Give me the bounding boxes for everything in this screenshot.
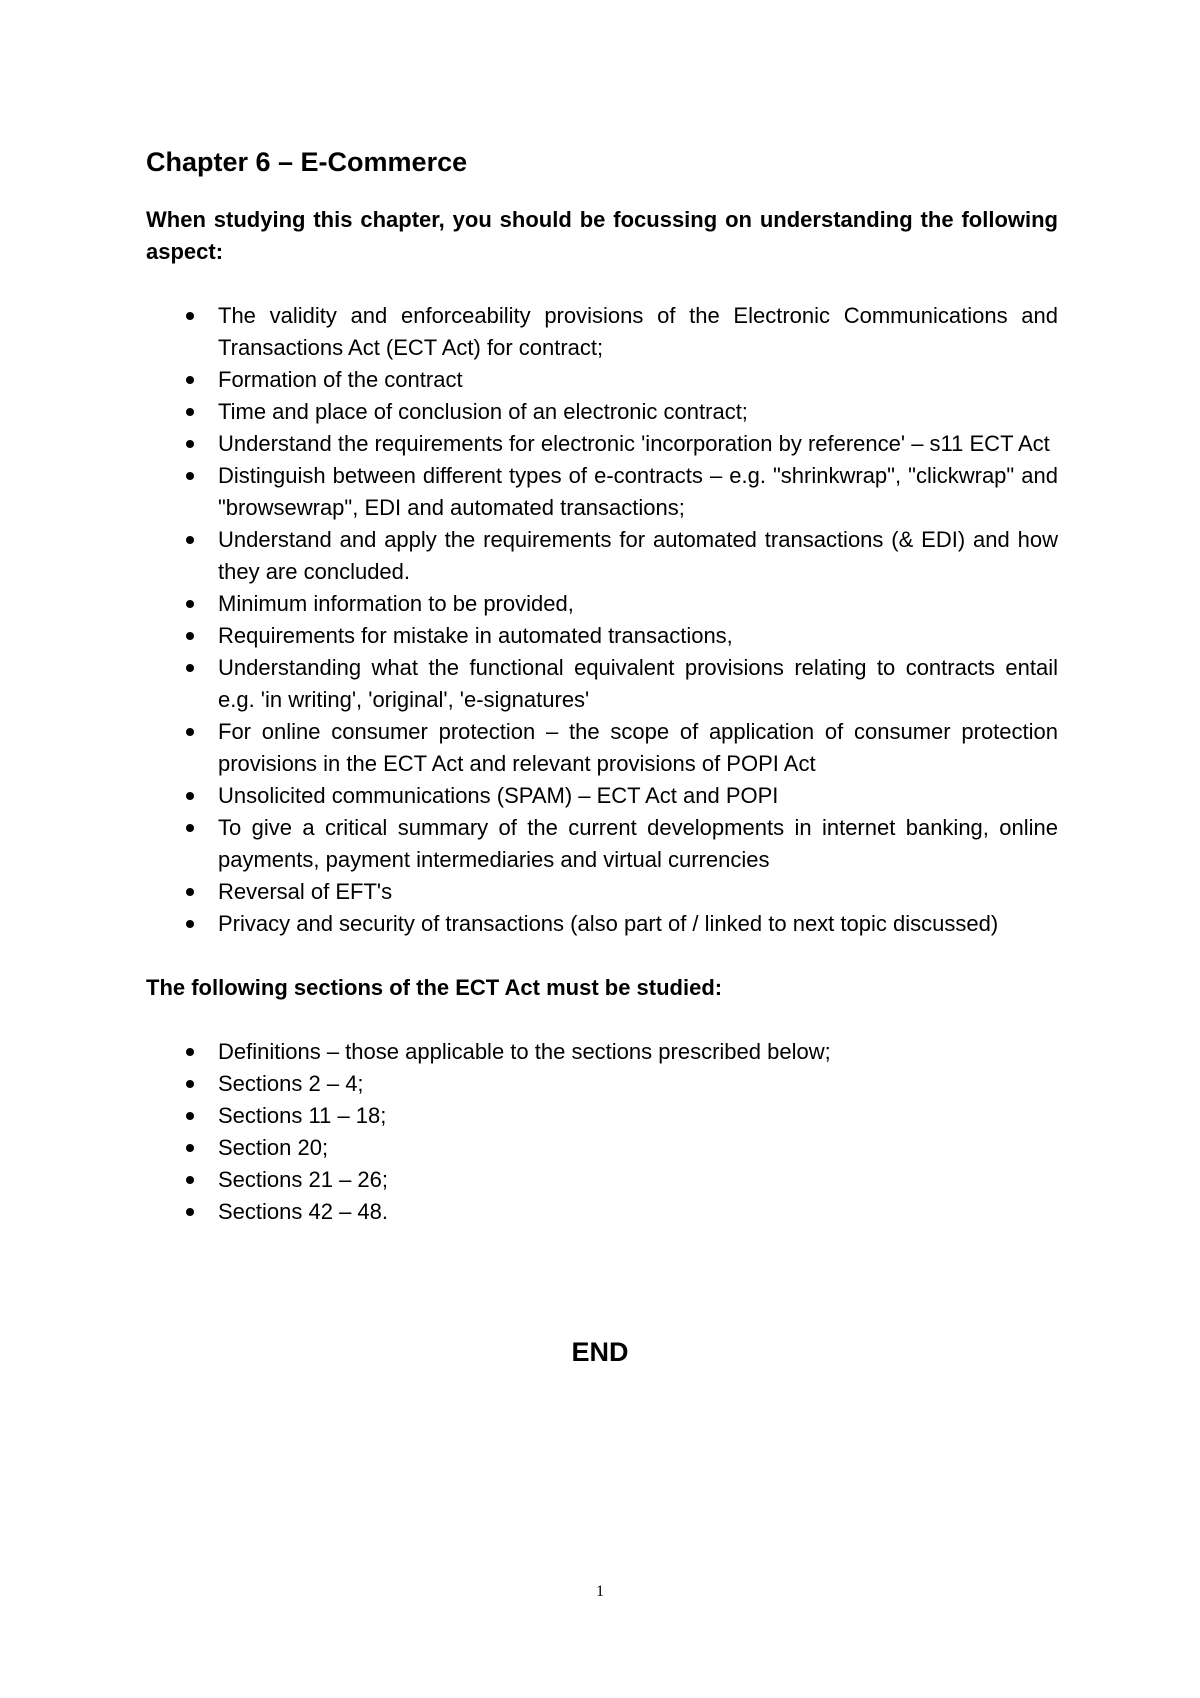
aspect-item bbox=[146, 652, 1058, 716]
bullet-icon bbox=[186, 888, 194, 896]
aspect-item bbox=[146, 908, 1058, 940]
aspect-item bbox=[146, 716, 1058, 780]
page-content bbox=[146, 146, 1058, 1228]
aspect-text: Understand and apply the requirements for automated transactions (& EDI) and how they are concluded. bbox=[218, 527, 1058, 584]
section-text: Definitions – those applicable to the sections prescribed below; bbox=[218, 1039, 831, 1064]
sections-list bbox=[146, 1036, 1058, 1228]
aspect-item bbox=[146, 428, 1058, 460]
bullet-icon bbox=[186, 632, 194, 640]
bullet-icon bbox=[186, 728, 194, 736]
aspect-text: Requirements for mistake in automated transactions, bbox=[218, 623, 733, 648]
sections-heading: The following sections of the ECT Act must be studied: bbox=[146, 975, 723, 1000]
section-item bbox=[146, 1068, 1058, 1100]
aspect-text: Understand the requirements for electronic 'incorporation by reference' – s11 ECT Act bbox=[218, 431, 1050, 456]
section-text: Sections 21 – 26; bbox=[218, 1167, 389, 1192]
aspect-text: Formation of the contract bbox=[218, 367, 463, 392]
bullet-icon bbox=[186, 1112, 194, 1120]
aspect-item bbox=[146, 588, 1058, 620]
chapter-title: Chapter 6 – E-Commerce bbox=[146, 147, 468, 177]
section-text: Sections 11 – 18; bbox=[218, 1103, 387, 1128]
page-number: 1 bbox=[596, 1583, 604, 1600]
aspects-list bbox=[146, 300, 1058, 940]
bullet-icon bbox=[186, 440, 194, 448]
bullet-icon bbox=[186, 1048, 194, 1056]
aspect-item bbox=[146, 300, 1058, 364]
bullet-icon bbox=[186, 376, 194, 384]
bullet-icon bbox=[186, 312, 194, 320]
intro-paragraph: When studying this chapter, you should be focussing on understanding the following aspect: bbox=[146, 207, 1058, 264]
aspect-item bbox=[146, 460, 1058, 524]
aspect-text: For online consumer protection – the scope of application of consumer protection provisions in the ECT Act and relevant provisions of POPI Act bbox=[218, 719, 1058, 776]
bullet-icon bbox=[186, 1144, 194, 1152]
section-text: Sections 2 – 4; bbox=[218, 1071, 364, 1096]
bullet-icon bbox=[186, 408, 194, 416]
bullet-icon bbox=[186, 1080, 194, 1088]
aspect-text: The validity and enforceability provisions of the Electronic Communications and Transactions Act (ECT Act) for contract; bbox=[218, 303, 1058, 360]
aspect-item bbox=[146, 396, 1058, 428]
section-item bbox=[146, 1164, 1058, 1196]
aspect-item bbox=[146, 364, 1058, 396]
bullet-icon bbox=[186, 536, 194, 544]
aspect-item bbox=[146, 524, 1058, 588]
section-text: Section 20; bbox=[218, 1135, 329, 1160]
aspect-text: Unsolicited communications (SPAM) – ECT Act and POPI bbox=[218, 783, 779, 808]
aspect-item bbox=[146, 812, 1058, 876]
bullet-icon bbox=[186, 824, 194, 832]
aspect-item bbox=[146, 876, 1058, 908]
section-item bbox=[146, 1036, 1058, 1068]
section-item bbox=[146, 1132, 1058, 1164]
aspect-text: Time and place of conclusion of an electronic contract; bbox=[218, 399, 748, 424]
aspect-text: Understanding what the functional equivalent provisions relating to contracts entail e.g. 'in writing', 'original', 'e-signatures' bbox=[218, 655, 1058, 712]
aspect-text: Minimum information to be provided, bbox=[218, 591, 574, 616]
aspect-item bbox=[146, 780, 1058, 812]
section-item bbox=[146, 1196, 1058, 1228]
end-marker: END bbox=[571, 1337, 629, 1367]
bullet-icon bbox=[186, 664, 194, 672]
aspect-text: To give a critical summary of the current developments in internet banking, online payments, payment intermediaries and virtual currencies bbox=[218, 815, 1058, 872]
section-text: Sections 42 – 48. bbox=[218, 1199, 389, 1224]
bullet-icon bbox=[186, 1176, 194, 1184]
section-item bbox=[146, 1100, 1058, 1132]
aspect-item bbox=[146, 620, 1058, 652]
bullet-icon bbox=[186, 600, 194, 608]
aspect-text: Distinguish between different types of e-contracts – e.g. "shrinkwrap", "clickwrap" and "browsewrap", EDI and automated transactions; bbox=[218, 463, 1058, 520]
aspect-text: Reversal of EFT's bbox=[218, 879, 393, 904]
bullet-icon bbox=[186, 472, 194, 480]
aspect-text: Privacy and security of transactions (also part of / linked to next topic discussed) bbox=[218, 911, 999, 936]
bullet-icon bbox=[186, 1208, 194, 1216]
bullet-icon bbox=[186, 792, 194, 800]
bullet-icon bbox=[186, 920, 194, 928]
